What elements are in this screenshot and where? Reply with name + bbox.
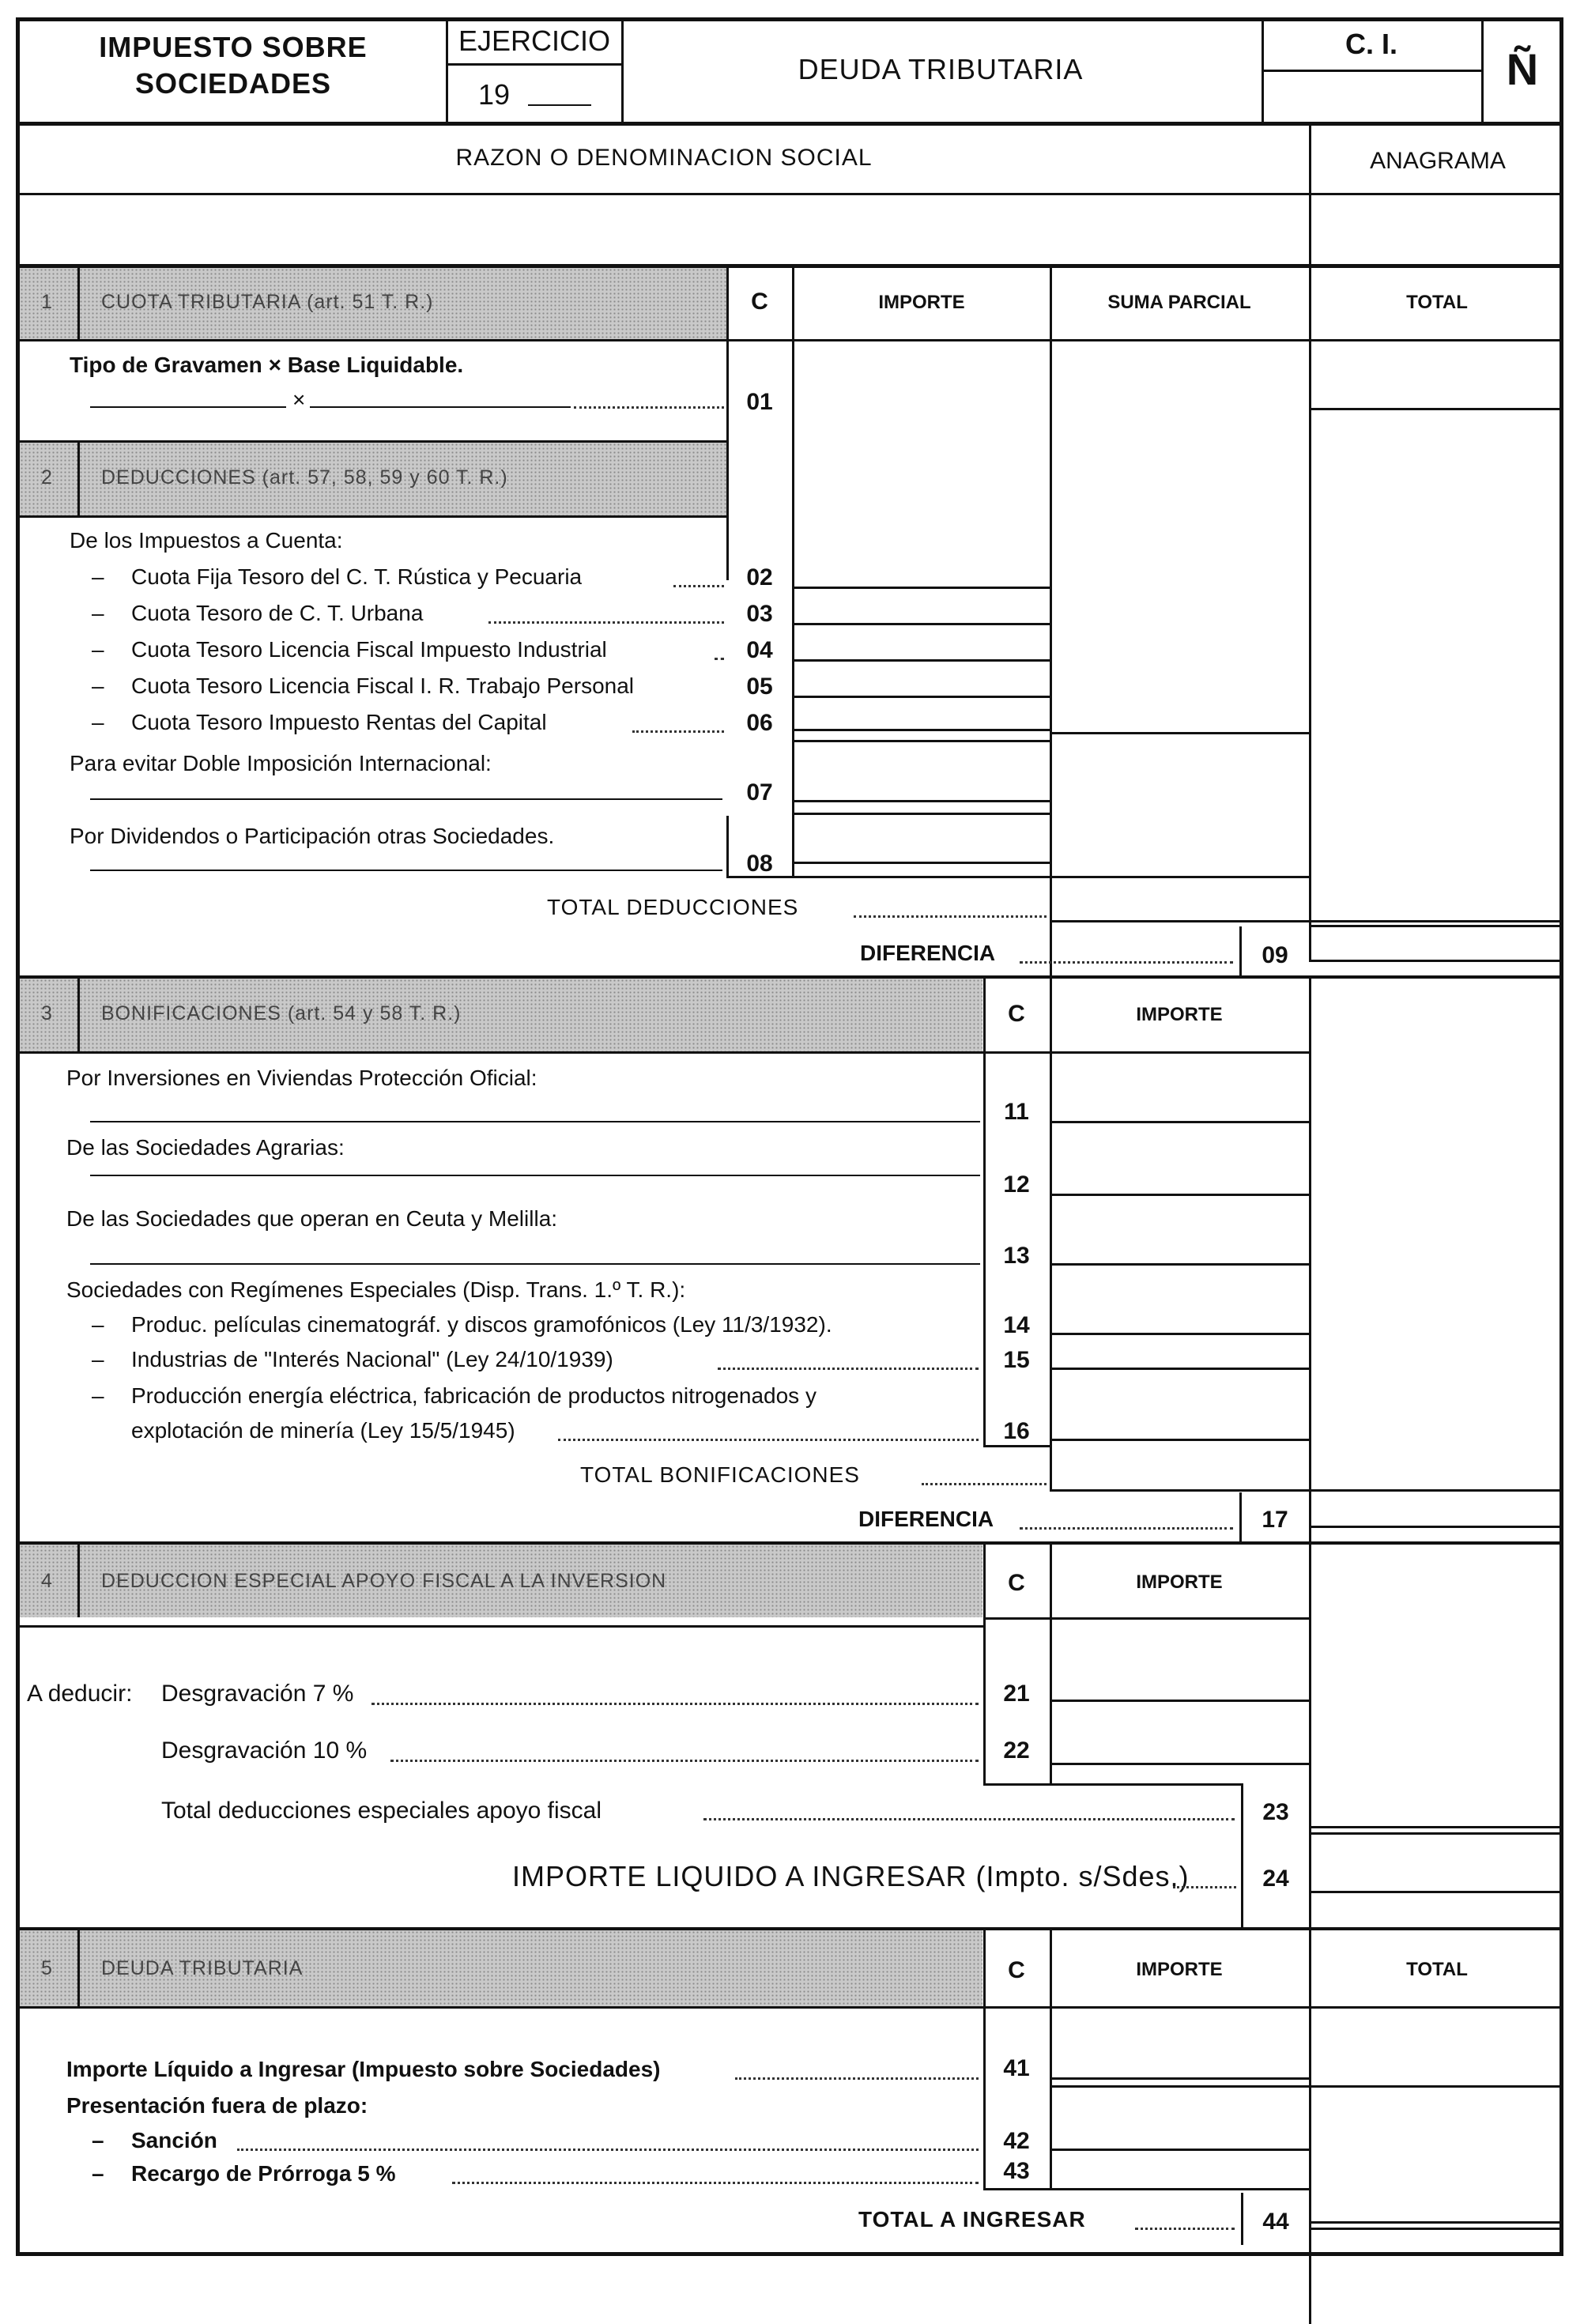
tipo-gravamen-blank[interactable] xyxy=(90,406,286,408)
item-22-label: Desgravación 10 % xyxy=(161,1737,368,1764)
importe-41-line[interactable] xyxy=(1050,2077,1309,2080)
ejercicio-label: EJERCICIO xyxy=(458,25,611,57)
deduction-dash: – xyxy=(92,673,104,698)
code-09: 09 xyxy=(1262,942,1288,968)
diferencia-17-label: DIFERENCIA xyxy=(858,1507,994,1531)
code-23: 23 xyxy=(1262,1799,1289,1825)
code-11: 11 xyxy=(1004,1099,1029,1125)
viviendas-blank[interactable] xyxy=(90,1121,980,1122)
suma-parcial-line[interactable] xyxy=(1050,732,1309,734)
code-13: 13 xyxy=(1003,1243,1030,1269)
section-3-importe-header: IMPORTE xyxy=(1136,1004,1223,1025)
code-42: 42 xyxy=(1003,2128,1030,2154)
importe-liquido-41-label: Importe Líquido a Ingresar (Impuesto sobre Sociedades) xyxy=(66,2057,661,2081)
diferencia-09-label: DIFERENCIA xyxy=(860,941,996,965)
total-bonificaciones-line[interactable] xyxy=(1050,1489,1563,1492)
item-16-line2: explotación de minería (Ley 15/5/1945) xyxy=(131,1418,515,1443)
column-total-header: TOTAL xyxy=(1406,292,1468,313)
section-4-importe-header: IMPORTE xyxy=(1136,1571,1223,1593)
company-name-label: RAZON O DENOMINACION SOCIAL xyxy=(455,145,873,171)
deduction-dash: – xyxy=(92,564,104,589)
code-41: 41 xyxy=(1003,2055,1030,2081)
code-17: 17 xyxy=(1262,1507,1288,1533)
item-15-label: Industrias de "Interés Nacional" (Ley 24/10/1939) xyxy=(131,1347,613,1371)
importe-liquido-label: IMPORTE LIQUIDO A INGRESAR (Impto. s/Sdes.) xyxy=(512,1860,1190,1892)
section-5-total-header: TOTAL xyxy=(1406,1959,1468,1980)
code-21: 21 xyxy=(1003,1681,1030,1707)
item-14-dash: – xyxy=(92,1312,104,1337)
importe-07-line[interactable] xyxy=(792,800,1050,802)
importe-11-line[interactable] xyxy=(1050,1121,1309,1123)
viviendas-label: Por Inversiones en Viviendas Protección Oficial: xyxy=(66,1066,537,1090)
importe-15-line[interactable] xyxy=(1050,1368,1309,1370)
importe-13-line[interactable] xyxy=(1050,1263,1309,1266)
importe-05-line[interactable] xyxy=(792,696,1050,698)
ci-label: C. I. xyxy=(1345,28,1397,60)
section-5-c-header: C xyxy=(1008,1957,1025,1983)
code-14: 14 xyxy=(1003,1312,1030,1338)
section-5-number: 5 xyxy=(41,1957,53,1979)
recargo-dash: – xyxy=(92,2161,104,2186)
diferencia-17-line[interactable] xyxy=(1309,1526,1563,1528)
deduction-label: Cuota Tesoro Impuesto Rentas del Capital xyxy=(131,710,547,734)
deduction-dash: – xyxy=(92,637,104,662)
n-label: Ñ xyxy=(1506,44,1539,94)
a-deducir-label: A deducir: xyxy=(27,1681,133,1707)
deduction-dash: – xyxy=(92,601,104,625)
total-apoyo-label: Total deducciones especiales apoyo fiscal xyxy=(161,1798,602,1824)
column-importe-header: IMPORTE xyxy=(878,292,965,313)
item-21-label: Desgravación 7 % xyxy=(161,1681,354,1707)
section-3-number: 3 xyxy=(41,1002,53,1024)
importe-14-line[interactable] xyxy=(1050,1333,1309,1335)
importe-08-line[interactable] xyxy=(792,862,1050,864)
importe-04-line[interactable] xyxy=(792,659,1050,662)
code-04: 04 xyxy=(746,637,773,663)
importe-42-line[interactable] xyxy=(1050,2149,1309,2151)
deduction-label: Cuota Tesoro Licencia Fiscal Impuesto Industrial xyxy=(131,637,607,662)
ceuta-blank[interactable] xyxy=(90,1263,980,1265)
code-08: 08 xyxy=(746,851,773,877)
fuera-plazo-label: Presentación fuera de plazo: xyxy=(66,2093,368,2118)
total-ingresar-label: TOTAL A INGRESAR xyxy=(858,2207,1086,2232)
code-02: 02 xyxy=(746,564,773,590)
total-24-line[interactable] xyxy=(1309,1891,1563,1893)
ejercicio-year-blank[interactable] xyxy=(528,104,591,106)
code-03: 03 xyxy=(746,601,773,627)
total-deducciones-line[interactable] xyxy=(1050,920,1563,922)
code-12: 12 xyxy=(1003,1171,1030,1198)
section-4-title: DEDUCCION ESPECIAL APOYO FISCAL A LA INVERSION xyxy=(101,1570,667,1592)
section-3-title: BONIFICACIONES (art. 54 y 58 T. R.) xyxy=(101,1002,462,1024)
total-44-line[interactable] xyxy=(1309,2221,1563,2224)
agrarias-label: De las Sociedades Agrarias: xyxy=(66,1135,345,1160)
agrarias-blank[interactable] xyxy=(90,1175,980,1176)
anagram-input[interactable] xyxy=(1314,198,1559,261)
recargo-label: Recargo de Prórroga 5 % xyxy=(131,2161,396,2186)
section-4-number: 4 xyxy=(41,1570,53,1592)
sancion-dash: – xyxy=(92,2128,104,2152)
sancion-label: Sanción xyxy=(131,2128,217,2152)
deduction-label: Cuota Fija Tesoro del C. T. Rústica y Pecuaria xyxy=(131,564,583,589)
total-bonificaciones-label: TOTAL BONIFICACIONES xyxy=(580,1462,860,1487)
section-1-line1: Tipo de Gravamen × Base Liquidable. xyxy=(70,353,464,377)
code-24: 24 xyxy=(1262,1866,1289,1892)
ceuta-label: De las Sociedades que operan en Ceuta y Melilla: xyxy=(66,1206,558,1231)
section-5-title: DEUDA TRIBUTARIA xyxy=(101,1957,304,1979)
code-22: 22 xyxy=(1003,1737,1030,1764)
total-23-line[interactable] xyxy=(1309,1826,1563,1828)
item-16-dash: – xyxy=(92,1383,104,1408)
importe-02-line[interactable] xyxy=(792,587,1050,589)
importe-21-line[interactable] xyxy=(1050,1700,1309,1702)
code-15: 15 xyxy=(1003,1347,1030,1373)
deduction-label: Cuota Tesoro de C. T. Urbana xyxy=(131,601,424,625)
section-1-number: 1 xyxy=(41,291,53,313)
times-sign: × xyxy=(292,387,306,412)
item-16-line1: Producción energía eléctrica, fabricación de productos nitrogenados y xyxy=(131,1383,817,1408)
code-43: 43 xyxy=(1003,2158,1030,2184)
base-liquidable-blank[interactable] xyxy=(310,406,571,408)
item-14-label: Produc. películas cinematográf. y discos gramofónicos (Ley 11/3/1932). xyxy=(131,1312,832,1337)
dividends-blank[interactable] xyxy=(90,870,722,871)
deduction-group1-label: De los Impuestos a Cuenta: xyxy=(70,528,343,553)
section-4-c-header: C xyxy=(1008,1570,1025,1596)
code-06: 06 xyxy=(746,710,773,736)
column-suma-header: SUMA PARCIAL xyxy=(1107,292,1251,313)
section-3-c-header: C xyxy=(1008,1001,1025,1027)
tax-title-line1: IMPUESTO SOBRE xyxy=(99,31,368,63)
section-2-title: DEDUCCIONES (art. 57, 58, 59 y 60 T. R.) xyxy=(101,466,508,489)
importe-12-line[interactable] xyxy=(1050,1194,1309,1196)
especiales-label: Sociedades con Regímenes Especiales (Disp. Trans. 1.º T. R.): xyxy=(66,1277,686,1302)
deduction-dash: – xyxy=(92,710,104,734)
diferencia-09-line[interactable] xyxy=(1309,960,1563,962)
company-name-input[interactable] xyxy=(21,198,1304,261)
importe-16-line[interactable] xyxy=(1050,1439,1309,1441)
code-01: 01 xyxy=(746,389,773,415)
total-deducciones-label: TOTAL DEDUCCIONES xyxy=(547,895,799,919)
importe-22-line[interactable] xyxy=(1050,1763,1309,1765)
code-16: 16 xyxy=(1003,1418,1030,1444)
importe-03-line[interactable] xyxy=(792,623,1050,625)
anagram-label: ANAGRAMA xyxy=(1370,148,1506,174)
section-5-importe-header: IMPORTE xyxy=(1136,1959,1223,1980)
deduction-label: Cuota Tesoro Licencia Fiscal I. R. Trabajo Personal xyxy=(131,673,635,698)
form-title: DEUDA TRIBUTARIA xyxy=(798,53,1084,85)
total-01-line[interactable] xyxy=(1309,408,1563,410)
section-2-number: 2 xyxy=(41,466,53,489)
tax-title-line2: SOCIEDADES xyxy=(134,67,332,100)
ci-input[interactable] xyxy=(1265,73,1480,120)
code-44: 44 xyxy=(1262,2209,1289,2235)
ejercicio-year[interactable]: 19 xyxy=(478,78,511,111)
item-15-dash: – xyxy=(92,1347,104,1371)
double-tax-blank[interactable] xyxy=(90,798,722,800)
double-tax-label: Para evitar Doble Imposición Internacional: xyxy=(70,751,492,775)
importe-06-line[interactable] xyxy=(792,729,1050,731)
dividends-label: Por Dividendos o Participación otras Sociedades. xyxy=(70,824,555,848)
section-1-title: CUOTA TRIBUTARIA (art. 51 T. R.) xyxy=(101,291,434,313)
code-05: 05 xyxy=(746,673,773,700)
code-07: 07 xyxy=(746,779,773,805)
column-c-header: C xyxy=(751,289,768,315)
